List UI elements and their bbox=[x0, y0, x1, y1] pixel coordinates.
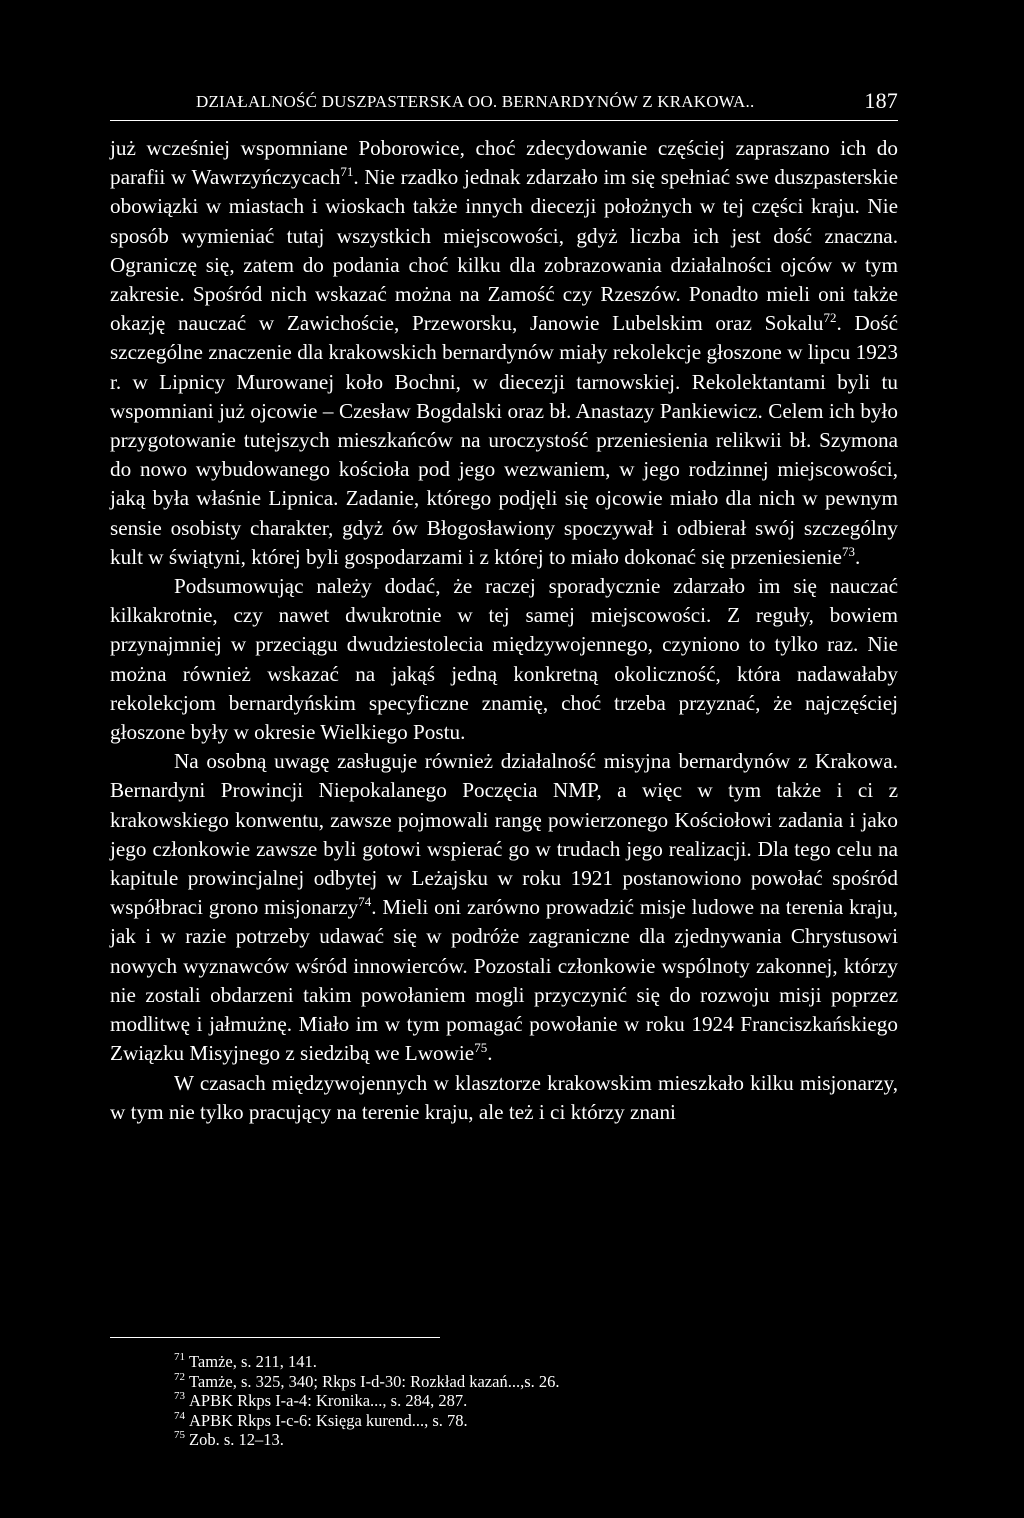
footnote bbox=[174, 1411, 560, 1431]
document-page bbox=[110, 88, 898, 1449]
footnote-text: APBK Rkps I-c-6: Księga kurend..., s. 78. bbox=[189, 1410, 468, 1430]
text-run: Podsumowując należy dodać, że raczej sporadycznie zdarzało im się nauczać kilkakrotnie, czy nawet dwukrotnie w tej samej miejscowości. Z reguły, bowiem przynajmniej w przeciągu dwudziestolecia międzywojennego, czyniono to tylko raz. Nie można również wskazać na jakąś jedną konkretną okoliczność, która nadawałaby rekolekcjom bernardyńskim specyficzne znamię, choć trzeba przyznać, że najczęściej głoszone były w okresie Wielkiego Postu. bbox=[110, 574, 898, 745]
paragraph bbox=[110, 1069, 898, 1127]
footnote bbox=[174, 1430, 560, 1450]
footnote-ref: 72 bbox=[823, 310, 837, 326]
footnote-separator bbox=[110, 1337, 440, 1338]
body-text bbox=[110, 134, 898, 1127]
running-title: DZIAŁALNOŚĆ DUSZPASTERSKA OO. BERNARDYNÓW Z KRAKOWA.. bbox=[196, 92, 755, 111]
paragraph bbox=[110, 572, 898, 747]
footnote-text: Tamże, s. 325, 340; Rkps I-d-30: Rozkład kazań...,s. 26. bbox=[189, 1371, 560, 1391]
footnotes bbox=[174, 1352, 560, 1450]
text-run: . Mieli oni zarówno prowadzić misje ludowe na terenia kraju, jak i w razie potrzeby udawać się w podróże zagraniczne dla zjednywania Chrystusowi nowych wyznawców wśród innowierców. Pozostali członkowie wspólnoty zakonnej, którzy nie zostali obdarzeni takim powołaniem mogli przyczynić się do rozwoju misji poprzez modlitwę i jałmużnę. Miało im w tym pomagać powołanie w roku 1924 Franciszkańskiego Związku Misyjnego z siedzibą we Lwowie bbox=[110, 895, 898, 1066]
running-header bbox=[110, 88, 898, 121]
text-run: . Dość szczególne znaczenie dla krakowskich bernardynów miały rekolekcje głoszone w lipcu 1923 r. w Lipnicy Murowanej koło Bochni, w diecezji tarnowskiej. Rekolektantami byli tu wspomniani już ojcowie – Czesław Bogdalski oraz bł. Anastazy Pankiewicz. Celem ich było przygotowanie tutejszych mieszkańców na uroczystość przeniesienia relikwii bł. Szymona do nowo wybudowanego kościoła pod jego wezwaniem, w jego rodzinnej miejscowości, jaką była właśnie Lipnica. Zadanie, którego podjęli się ojcowie miało dla nich w pewnym sensie osobisty charakter, gdyż ów Błogosławiony spoczywał i odbierał swój szczególny kult w świątyni, której byli gospodarzami i z której to miało dokonać się przeniesienie bbox=[110, 311, 898, 569]
text-run: W czasach międzywojennych w klasztorze krakowskim mieszkało kilku misjonarzy, w tym nie tylko pracujący na terenie kraju, ale też i ci którzy znani bbox=[110, 1070, 898, 1124]
text-run: Na osobną uwagę zasługuje również działalność misyjna bernardynów z Krakowa. Bernardyni Prowincji Niepokalanego Poczęcia NMP, a więc w tym także i ci z krakowskiego konwentu, zawsze pojmowali rangę powierzonego Kościołowi zadania i jako jego członkowie zawsze byli gotowi wspierać go w trudach jego realizacji. Dla tego celu na kapitule prowincjalnej odbytej w Leżajsku w roku 1921 postanowiono powołać spośród współbraci grono misjonarzy bbox=[110, 749, 898, 920]
footnote-number: 74 bbox=[174, 1409, 185, 1422]
footnote-text: APBK Rkps I-a-4: Kronika..., s. 284, 287. bbox=[189, 1391, 468, 1410]
footnote bbox=[174, 1391, 560, 1411]
footnote-ref: 71 bbox=[340, 164, 354, 180]
footnote-number: 73 bbox=[174, 1390, 185, 1402]
text-run: . bbox=[487, 1041, 493, 1066]
footnote-number: 75 bbox=[174, 1429, 185, 1441]
footnote-text: Zob. s. 12–13. bbox=[189, 1430, 284, 1449]
text-run: . Nie rzadko jednak zdarzało im się spełniać swe duszpasterskie obowiązki w miastach i wioskach także innych diecezji położnych w tej części kraju. Nie sposób wymieniać tutaj wszystkich miejscowości, gdyż liczba ich jest dość znaczna. Ograniczę się, zatem do podania choć kilku dla zobrazowania działalności ojców w tym zakresie. Spośród nich wskazać można na Zamość czy Rzeszów. Ponadto mieli oni także okazję nauczać w Zawichoście, Przeworsku, Janowie Lubelskim oraz Sokalu bbox=[110, 165, 898, 336]
page-number: 187 bbox=[864, 88, 898, 113]
footnote-ref: 75 bbox=[474, 1040, 488, 1056]
footnote-text: Tamże, s. 211, 141. bbox=[189, 1352, 317, 1371]
footnote bbox=[174, 1372, 560, 1392]
footnote bbox=[174, 1352, 560, 1372]
paragraph bbox=[110, 747, 898, 1068]
footnote-ref: 73 bbox=[841, 543, 855, 559]
footnote-number: 72 bbox=[174, 1370, 185, 1383]
footnote-ref: 74 bbox=[358, 894, 372, 910]
text-run: . bbox=[854, 544, 861, 569]
paragraph bbox=[110, 134, 898, 572]
footnote-number: 71 bbox=[174, 1351, 185, 1363]
text-run: już wcześniej wspomniane Poborowice, choć zdecydowanie częściej zapraszano ich do parafii w Wawrzyńczycach bbox=[110, 136, 898, 190]
